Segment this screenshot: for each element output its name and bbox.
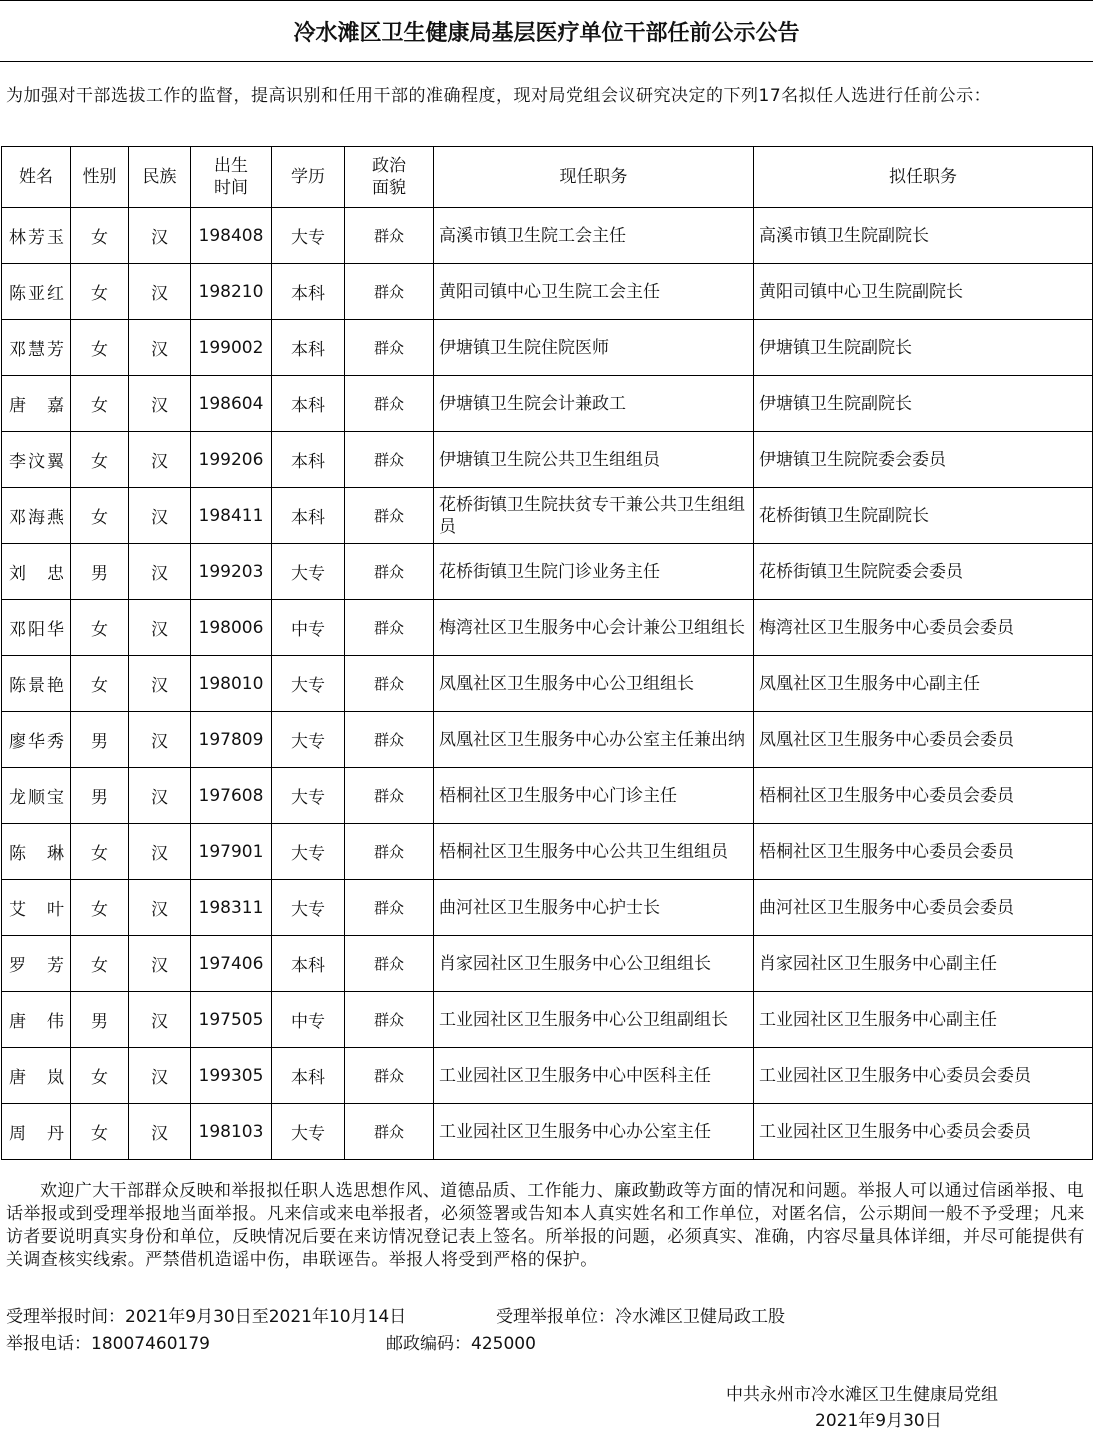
table-row [2,600,1093,656]
cell-gender: 女 [71,880,129,936]
candidate-table [1,146,1093,1160]
cell-name: 罗 芳 [2,936,71,992]
cell-gender: 女 [71,488,129,544]
cell-gender: 男 [71,768,129,824]
cell-birth: 198006 [191,600,272,656]
table-row [2,432,1093,488]
cell-ethnicity: 汉 [129,600,191,656]
signature-date: 2021年9月30日 [815,1411,942,1431]
cell-ethnicity: 汉 [129,488,191,544]
notice-text: 欢迎广大干部群众反映和举报拟任职人选思想作风、道德品质、工作能力、廉政勤政等方面的情况和问题。举报人可以通过信函举报、电话举报或到受理举报地当面举报。凡来信或来电举报者，必须签署或告知本人真实姓名和工作单位，对匿名信，公示期间一般不予受理；凡来访者要说明真实身份和单位，反映情况后要在来访情况登记表上签名。所举报的问题，必须真实、准确，内容尽量具体详细，并尽可能提供有关调查核实线索。严禁借机造谣中伤，串联诬告。举报人将受到严格的保护。 [6,1181,1085,1270]
cell-ethnicity: 汉 [129,768,191,824]
report-unit: 受理举报单位：冷水滩区卫健局政工股 [496,1307,785,1327]
cell-political: 群众 [345,880,434,936]
header-political-line1: 政治 [372,156,406,176]
cell-birth: 197505 [191,992,272,1048]
cell-current: 伊塘镇卫生院会计兼政工 [434,376,754,432]
cell-ethnicity: 汉 [129,1048,191,1104]
cell-education: 大专 [272,544,345,600]
cell-ethnicity: 汉 [129,1104,191,1160]
cell-current: 花桥街镇卫生院门诊业务主任 [434,544,754,600]
cell-proposed: 工业园社区卫生服务中心委员会委员 [754,1048,1093,1104]
cell-birth: 198411 [191,488,272,544]
table-row [2,1104,1093,1160]
cell-birth: 199206 [191,432,272,488]
table-row [2,824,1093,880]
cell-birth: 198010 [191,656,272,712]
cell-education: 本科 [272,488,345,544]
cell-proposed: 梧桐社区卫生服务中心委员会委员 [754,824,1093,880]
cell-proposed: 梧桐社区卫生服务中心委员会委员 [754,768,1093,824]
table-row [2,936,1093,992]
cell-gender: 男 [71,992,129,1048]
cell-birth: 198311 [191,880,272,936]
cell-proposed: 黄阳司镇中心卫生院副院长 [754,264,1093,320]
cell-name: 陈 琳 [2,824,71,880]
cell-education: 大专 [272,1104,345,1160]
cell-political: 群众 [345,712,434,768]
cell-proposed: 梅湾社区卫生服务中心委员会委员 [754,600,1093,656]
cell-political: 群众 [345,936,434,992]
cell-ethnicity: 汉 [129,320,191,376]
table-row [2,208,1093,264]
cell-current: 伊塘镇卫生院公共卫生组组员 [434,432,754,488]
cell-education: 本科 [272,936,345,992]
cell-name: 周 丹 [2,1104,71,1160]
cell-gender: 女 [71,824,129,880]
cell-name: 艾 叶 [2,880,71,936]
cell-current: 工业园社区卫生服务中心中医科主任 [434,1048,754,1104]
cell-proposed: 凤凰社区卫生服务中心委员会委员 [754,712,1093,768]
cell-ethnicity: 汉 [129,376,191,432]
cell-education: 本科 [272,320,345,376]
table-row [2,712,1093,768]
cell-proposed: 凤凰社区卫生服务中心副主任 [754,656,1093,712]
cell-current: 花桥街镇卫生院扶贫专干兼公共卫生组组员 [434,488,754,544]
postal-code: 邮政编码：425000 [386,1334,536,1354]
cell-gender: 女 [71,600,129,656]
table-header-row [2,147,1093,208]
cell-current: 曲河社区卫生服务中心护士长 [434,880,754,936]
header-birth-line2: 时间 [214,178,248,198]
cell-gender: 女 [71,936,129,992]
table-row [2,488,1093,544]
intro-paragraph: 为加强对干部选拔工作的监督，提高识别和任用干部的准确程度，现对局党组会议研究决定的下列17名拟任人选进行任前公示： [6,86,992,106]
header-birth-line1: 出生 [214,156,248,176]
cell-gender: 男 [71,712,129,768]
cell-education: 本科 [272,1048,345,1104]
cell-name: 唐 嘉 [2,376,71,432]
cell-current: 肖家园社区卫生服务中心公卫组组长 [434,936,754,992]
table-row [2,656,1093,712]
cell-political: 群众 [345,1048,434,1104]
report-time: 受理举报时间：2021年9月30日至2021年10月14日 [6,1307,407,1327]
table-body [2,208,1093,1160]
cell-current: 凤凰社区卫生服务中心公卫组组长 [434,656,754,712]
table-row [2,320,1093,376]
cell-gender: 女 [71,1048,129,1104]
cell-gender: 女 [71,1104,129,1160]
cell-political: 群众 [345,992,434,1048]
cell-ethnicity: 汉 [129,208,191,264]
cell-proposed: 工业园社区卫生服务中心副主任 [754,992,1093,1048]
cell-education: 大专 [272,208,345,264]
cell-current: 凤凰社区卫生服务中心办公室主任兼出纳 [434,712,754,768]
header-political-line2: 面貌 [372,178,406,198]
cell-name: 邓慧芳 [2,320,71,376]
cell-name: 唐 岚 [2,1048,71,1104]
cell-ethnicity: 汉 [129,824,191,880]
cell-current: 黄阳司镇中心卫生院工会主任 [434,264,754,320]
header-ethnicity: 民族 [129,147,191,208]
table-row [2,544,1093,600]
table-row [2,768,1093,824]
cell-birth: 198604 [191,376,272,432]
cell-education: 中专 [272,600,345,656]
table-row [2,376,1093,432]
cell-political: 群众 [345,432,434,488]
cell-birth: 199203 [191,544,272,600]
cell-education: 本科 [272,264,345,320]
cell-birth: 198408 [191,208,272,264]
table-row [2,264,1093,320]
cell-gender: 女 [71,432,129,488]
cell-political: 群众 [345,1104,434,1160]
cell-current: 工业园社区卫生服务中心办公室主任 [434,1104,754,1160]
cell-education: 大专 [272,656,345,712]
header-proposed-position: 拟任职务 [754,147,1093,208]
cell-proposed: 肖家园社区卫生服务中心副主任 [754,936,1093,992]
header-political [345,147,434,208]
cell-political: 群众 [345,208,434,264]
report-phone: 举报电话：18007460179 [6,1334,210,1354]
cell-current: 梅湾社区卫生服务中心会计兼公卫组组长 [434,600,754,656]
cell-birth: 197901 [191,824,272,880]
table-row [2,880,1093,936]
cell-current: 梧桐社区卫生服务中心公共卫生组组员 [434,824,754,880]
cell-education: 大专 [272,880,345,936]
cell-name: 邓阳华 [2,600,71,656]
cell-name: 李汶翼 [2,432,71,488]
cell-name: 陈景艳 [2,656,71,712]
page-title: 冷水滩区卫生健康局基层医疗单位干部任前公示公告 [0,0,1093,62]
cell-political: 群众 [345,824,434,880]
cell-name: 廖华秀 [2,712,71,768]
cell-ethnicity: 汉 [129,432,191,488]
cell-name: 陈亚红 [2,264,71,320]
cell-name: 龙顺宝 [2,768,71,824]
cell-gender: 女 [71,208,129,264]
cell-name: 刘 忠 [2,544,71,600]
cell-proposed: 工业园社区卫生服务中心委员会委员 [754,1104,1093,1160]
cell-gender: 女 [71,320,129,376]
notice-paragraph [6,1180,1086,1272]
cell-gender: 女 [71,376,129,432]
cell-education: 大专 [272,768,345,824]
cell-current: 梧桐社区卫生服务中心门诊主任 [434,768,754,824]
cell-education: 大专 [272,712,345,768]
cell-gender: 男 [71,544,129,600]
cell-proposed: 花桥街镇卫生院副院长 [754,488,1093,544]
cell-political: 群众 [345,544,434,600]
cell-proposed: 花桥街镇卫生院院委会委员 [754,544,1093,600]
cell-proposed: 伊塘镇卫生院副院长 [754,320,1093,376]
cell-birth: 197809 [191,712,272,768]
cell-current: 伊塘镇卫生院住院医师 [434,320,754,376]
header-birth [191,147,272,208]
cell-political: 群众 [345,656,434,712]
cell-birth: 197608 [191,768,272,824]
table-row [2,992,1093,1048]
cell-ethnicity: 汉 [129,880,191,936]
cell-political: 群众 [345,600,434,656]
cell-name: 邓海燕 [2,488,71,544]
header-education: 学历 [272,147,345,208]
cell-education: 大专 [272,824,345,880]
cell-current: 工业园社区卫生服务中心公卫组副组长 [434,992,754,1048]
cell-name: 林芳玉 [2,208,71,264]
cell-current: 高溪市镇卫生院工会主任 [434,208,754,264]
cell-ethnicity: 汉 [129,712,191,768]
cell-ethnicity: 汉 [129,264,191,320]
cell-proposed: 伊塘镇卫生院院委会委员 [754,432,1093,488]
cell-birth: 199002 [191,320,272,376]
cell-ethnicity: 汉 [129,992,191,1048]
cell-gender: 女 [71,656,129,712]
cell-political: 群众 [345,264,434,320]
cell-political: 群众 [345,768,434,824]
cell-birth: 199305 [191,1048,272,1104]
cell-name: 唐 伟 [2,992,71,1048]
signature-org: 中共永州市冷水滩区卫生健康局党组 [726,1385,998,1405]
cell-political: 群众 [345,320,434,376]
cell-birth: 197406 [191,936,272,992]
header-name: 姓名 [2,147,71,208]
cell-education: 本科 [272,432,345,488]
cell-gender: 女 [71,264,129,320]
header-current-position: 现任职务 [434,147,754,208]
header-gender: 性别 [71,147,129,208]
cell-ethnicity: 汉 [129,656,191,712]
cell-education: 中专 [272,992,345,1048]
cell-ethnicity: 汉 [129,936,191,992]
cell-birth: 198210 [191,264,272,320]
cell-ethnicity: 汉 [129,544,191,600]
cell-political: 群众 [345,488,434,544]
cell-proposed: 高溪市镇卫生院副院长 [754,208,1093,264]
cell-education: 本科 [272,376,345,432]
cell-proposed: 曲河社区卫生服务中心委员会委员 [754,880,1093,936]
cell-proposed: 伊塘镇卫生院副院长 [754,376,1093,432]
cell-birth: 198103 [191,1104,272,1160]
cell-political: 群众 [345,376,434,432]
table-row [2,1048,1093,1104]
